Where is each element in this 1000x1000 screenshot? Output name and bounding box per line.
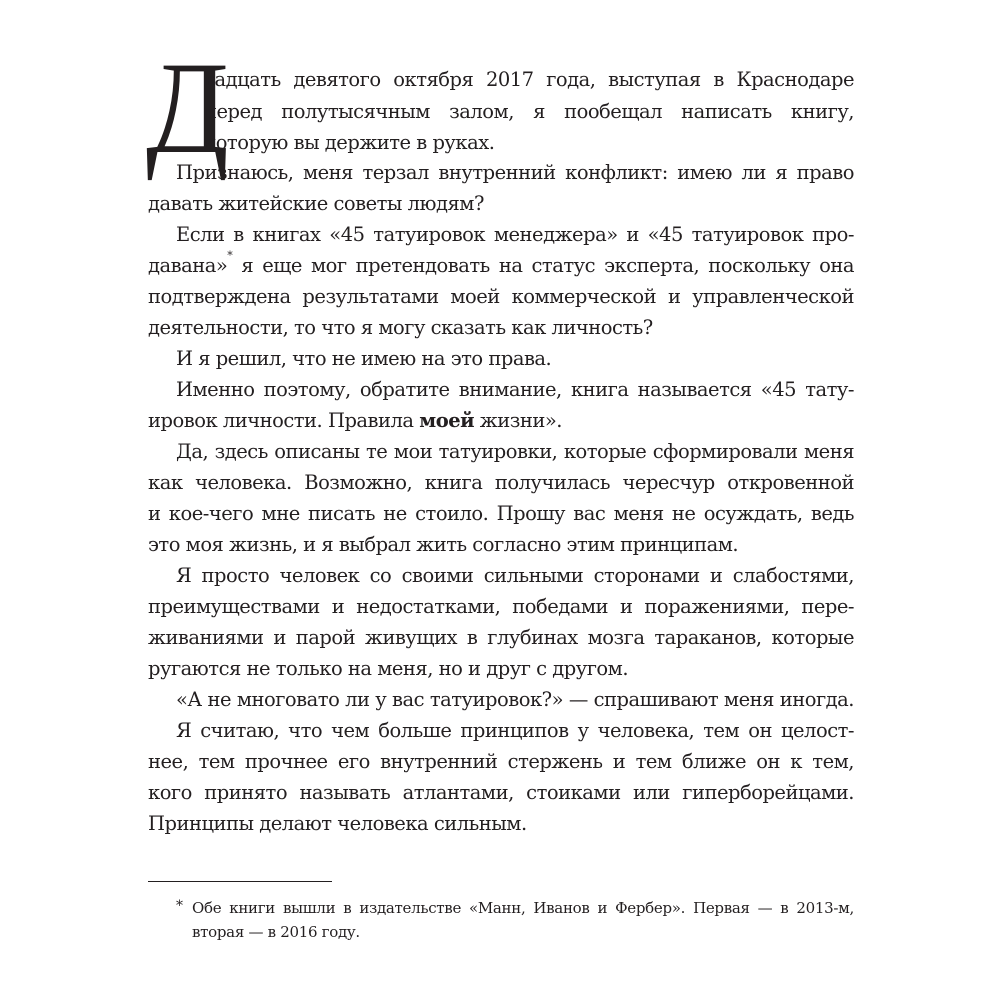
footnote-line: вторая — в 2016 году. [192, 923, 360, 941]
paragraph-line: перед полутысячным залом, я пообещал написать книгу, [204, 100, 854, 123]
paragraph-line: это моя жизнь, и я выбрал жить согласно этим принципам. [148, 533, 739, 556]
paragraph-line: давать житейские советы людям? [148, 192, 484, 215]
paragraph-line: Признаюсь, меня терзал внутренний конфликт: имею ли я право [176, 161, 854, 184]
text-span: я еще мог претендовать на статус эксперта, поскольку она [241, 254, 854, 277]
paragraph-line [148, 250, 854, 281]
footnote-divider [148, 881, 332, 882]
footnote-marker: * [176, 898, 183, 914]
paragraph-line: нее, тем прочнее его внутренний стержень и тем ближе он к тем, [148, 750, 854, 773]
paragraph-line: кого принято называть атлантами, стоиками или гиперборейцами. [148, 781, 854, 804]
paragraph-line: преимуществами и недостатками, победами и поражениями, пере- [148, 595, 854, 618]
paragraph-line: Если в книгах «45 татуировок менеджера» и «45 татуировок про- [176, 223, 854, 246]
paragraph-line: ругаются не только на меня, но и друг с другом. [148, 657, 629, 680]
footnote-reference[interactable]: * [227, 249, 233, 262]
drop-cap: Д [146, 34, 229, 181]
paragraph-line: вадцать девятого октября 2017 года, выступая в Краснодаре [204, 68, 854, 91]
paragraph-line: как человека. Возможно, книга получилась чересчур откровенной [148, 471, 854, 494]
text-span: жизни». [474, 409, 562, 432]
paragraph-line: И я решил, что не имею на это права. [176, 347, 552, 370]
paragraph-line [148, 405, 854, 436]
bold-emphasis: моей [419, 409, 475, 432]
paragraph-line: Я считаю, что чем больше принципов у человека, тем он целост- [176, 719, 854, 742]
paragraph-line: подтверждена результатами моей коммерческой и управленческой [148, 285, 854, 308]
paragraph-line: и кое-чего мне писать не стоило. Прошу вас меня не осуждать, ведь [148, 502, 854, 525]
paragraph-line: «А не многовато ли у вас татуировок?» — спрашивают меня иногда. [176, 688, 854, 711]
text-span: давана» [148, 254, 228, 277]
text-span: ировок личности. Правила [148, 409, 420, 432]
paragraph-line: Именно поэтому, обратите внимание, книга называется «45 тату- [176, 378, 854, 401]
paragraph-line: Да, здесь описаны те мои татуировки, которые сформировали меня [176, 440, 854, 463]
paragraph-line: Принципы делают человека сильным. [148, 812, 527, 835]
paragraph-line: живаниями и парой живущих в глубинах мозга тараканов, которые [148, 626, 854, 649]
paragraph-line: Я просто человек со своими сильными сторонами и слабостями, [176, 564, 854, 587]
footnote-line: Обе книги вышли в издательстве «Манн, Иванов и Фербер». Первая — в 2013-м, [192, 899, 854, 917]
paragraph-line: которую вы держите в руках. [204, 131, 495, 154]
paragraph-line: деятельности, то что я могу сказать как личность? [148, 316, 653, 339]
